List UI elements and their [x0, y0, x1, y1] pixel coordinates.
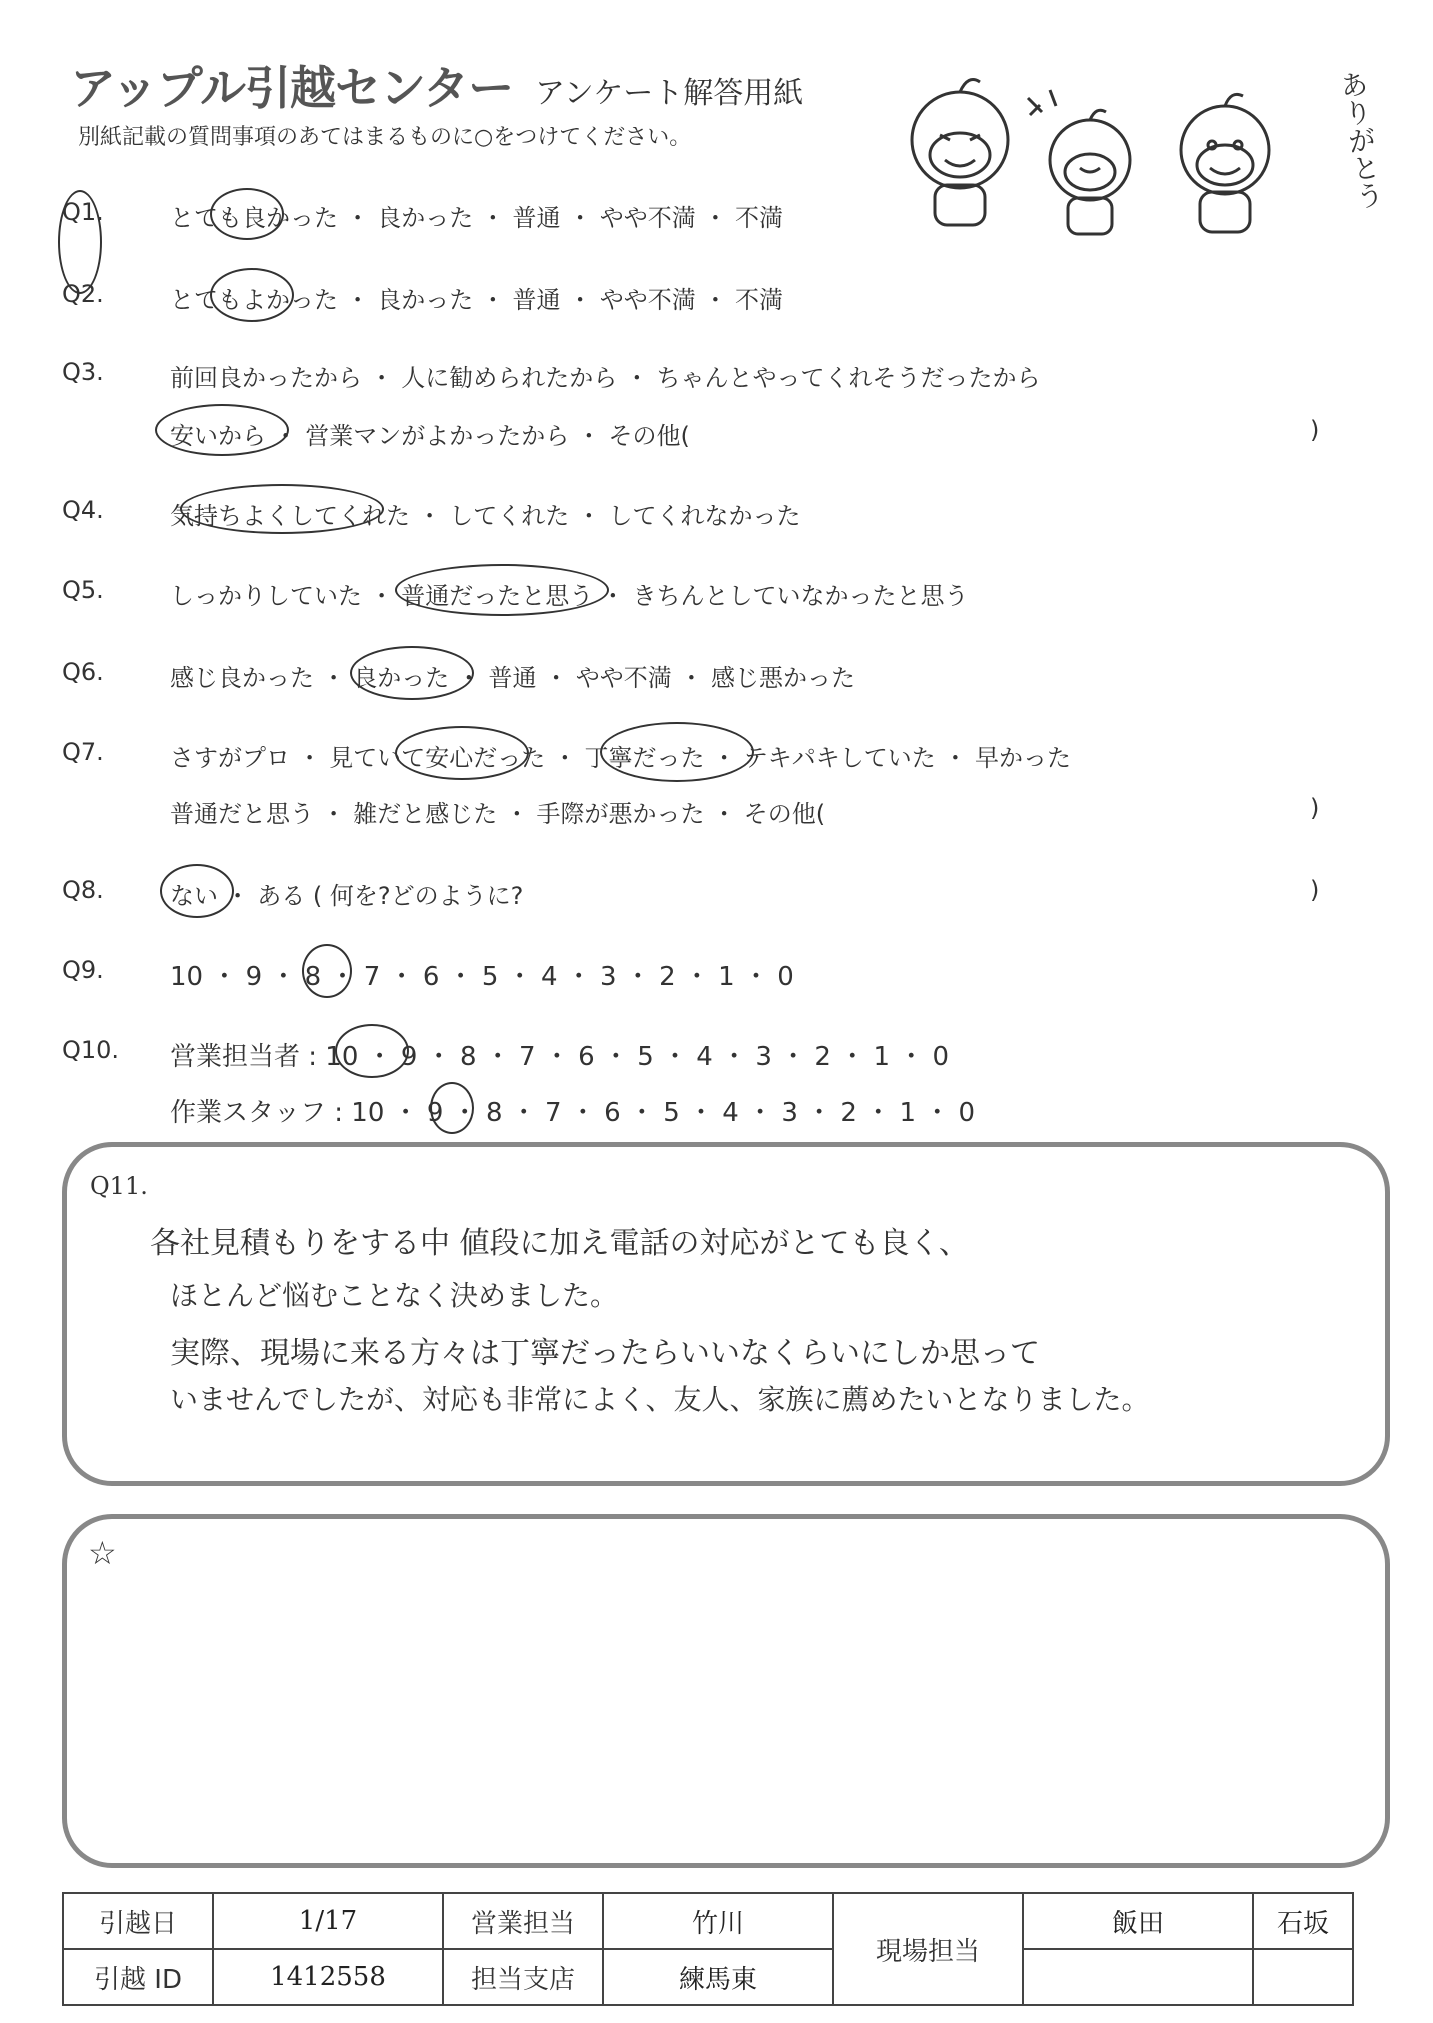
- q2-label: Q2.: [62, 280, 104, 308]
- site-staff-empty-cell-1: [1023, 1949, 1253, 2005]
- q7-close-paren: ): [1310, 794, 1320, 822]
- q11-answer-line-4: いませんでしたが、対応も非常によく、友人、家族に薦めたいとなりました。: [170, 1383, 1150, 1416]
- q4-label: Q4.: [62, 496, 104, 524]
- q11-answer-box: [62, 1142, 1390, 1486]
- q9-label: Q9.: [62, 956, 104, 984]
- answer-circle: [160, 864, 234, 918]
- answer-circle: [600, 722, 754, 782]
- sales-rep-value: 竹川: [603, 1893, 833, 1949]
- q7-options-line2: 普通だと思う ・ 雑だと感じた ・ 手際が悪かった ・ その他(: [170, 800, 826, 828]
- footer-info-table: [62, 1892, 1354, 2006]
- thanks-text: ありがとう: [1334, 68, 1387, 212]
- q11-label: Q11.: [90, 1172, 148, 1200]
- branch-label: 担当支店: [443, 1949, 603, 2005]
- site-staff-empty-cell-2: [1253, 1949, 1353, 2005]
- move-id-value: 1412558: [213, 1949, 443, 2005]
- q3-close-paren: ): [1310, 416, 1320, 444]
- answer-circle: [350, 646, 474, 700]
- q3-label: Q3.: [62, 358, 104, 386]
- q11-answer-line-2: ほとんど悩むことなく決めました。: [170, 1279, 619, 1312]
- answer-circle: [302, 944, 352, 998]
- form-subtitle: アンケート解答用紙: [535, 76, 804, 111]
- q9-scale: 10 ・ 9 ・ 8 ・ 7 ・ 6 ・ 5 ・ 4 ・ 3 ・ 2 ・ 1 ・ 0: [170, 962, 794, 992]
- star-icon: ☆: [88, 1534, 117, 1572]
- q8-options: ない ・ ある ( 何を?どのように?: [170, 882, 524, 910]
- answer-circle: [210, 268, 294, 322]
- branch-value: 練馬東: [603, 1949, 833, 2005]
- answer-circle: [155, 404, 289, 456]
- q5-options: しっかりしていた ・ 普通だったと思う ・ きちんとしていなかったと思う: [170, 582, 969, 610]
- q7-options-line1: さすがプロ ・ 見ていて安心だった ・ 丁寧だった ・ テキパキしていた ・ 早かった: [170, 744, 1072, 772]
- company-title: アップル引越センター: [70, 61, 514, 115]
- answer-circle: [430, 1082, 474, 1134]
- site-staff-value-1: 飯田: [1023, 1893, 1253, 1949]
- answer-circle: [335, 1024, 409, 1078]
- q11-answer-line-3: 実際、現場に来る方々は丁寧だったらいいなくらいにしか思って: [170, 1336, 1040, 1371]
- q1-label: Q1.: [62, 198, 104, 226]
- move-id-label: 引越 ID: [63, 1949, 213, 2005]
- instruction-text: 別紙記載の質問事項のあてはまるものに○をつけてください。: [78, 125, 692, 150]
- answer-circle: [180, 484, 384, 534]
- q3-options-line1: 前回良かったから ・ 人に勧められたから ・ ちゃんとやってくれそうだったから: [170, 364, 1041, 392]
- site-staff-label: 現場担当: [833, 1893, 1023, 2005]
- sales-rep-label: 営業担当: [443, 1893, 603, 1949]
- q7-label: Q7.: [62, 738, 104, 766]
- q1-options: とても良かった ・ 良かった ・ 普通 ・ やや不満 ・ 不満: [170, 204, 784, 232]
- answer-circle: [395, 564, 609, 616]
- q10-label: Q10.: [62, 1036, 120, 1064]
- move-date-label: 引越日: [63, 1893, 213, 1949]
- q4-options: 気持ちよくしてくれた ・ してくれた ・ してくれなかった: [170, 502, 801, 530]
- monkey-mascots-illustration: [880, 60, 1360, 240]
- answer-circle: [210, 188, 284, 240]
- q8-close-paren: ): [1310, 876, 1320, 904]
- q2-options: とてもよかった ・ 良かった ・ 普通 ・ やや不満 ・ 不満: [170, 286, 784, 314]
- answer-circle: [395, 726, 529, 780]
- q10-staff-scale: 作業スタッフ : 10 ・ 9 ・ 8 ・ 7 ・ 6 ・ 5 ・ 4 ・ 3 ・ 2 ・ 1 ・ 0: [170, 1098, 976, 1128]
- q6-label: Q6.: [62, 658, 104, 686]
- comment-box: [62, 1514, 1390, 1868]
- q8-label: Q8.: [62, 876, 104, 904]
- site-staff-value-2: 石坂: [1253, 1893, 1353, 1949]
- answer-circle: [58, 190, 102, 294]
- q3-options-line2: 安いから ・ 営業マンがよかったから ・ その他(: [170, 422, 690, 450]
- move-date-value: 1/17: [213, 1893, 443, 1949]
- q11-answer-line-1: 各社見積もりをする中 値段に加え電話の対応がとても良く、: [150, 1226, 969, 1261]
- q10-sales-scale: 営業担当者 : 10 ・ 9 ・ 8 ・ 7 ・ 6 ・ 5 ・ 4 ・ 3 ・ 2 ・ 1 ・ 0: [170, 1042, 950, 1072]
- q5-label: Q5.: [62, 576, 104, 604]
- q6-options: 感じ良かった ・ 良かった ・ 普通 ・ やや不満 ・ 感じ悪かった: [170, 664, 856, 692]
